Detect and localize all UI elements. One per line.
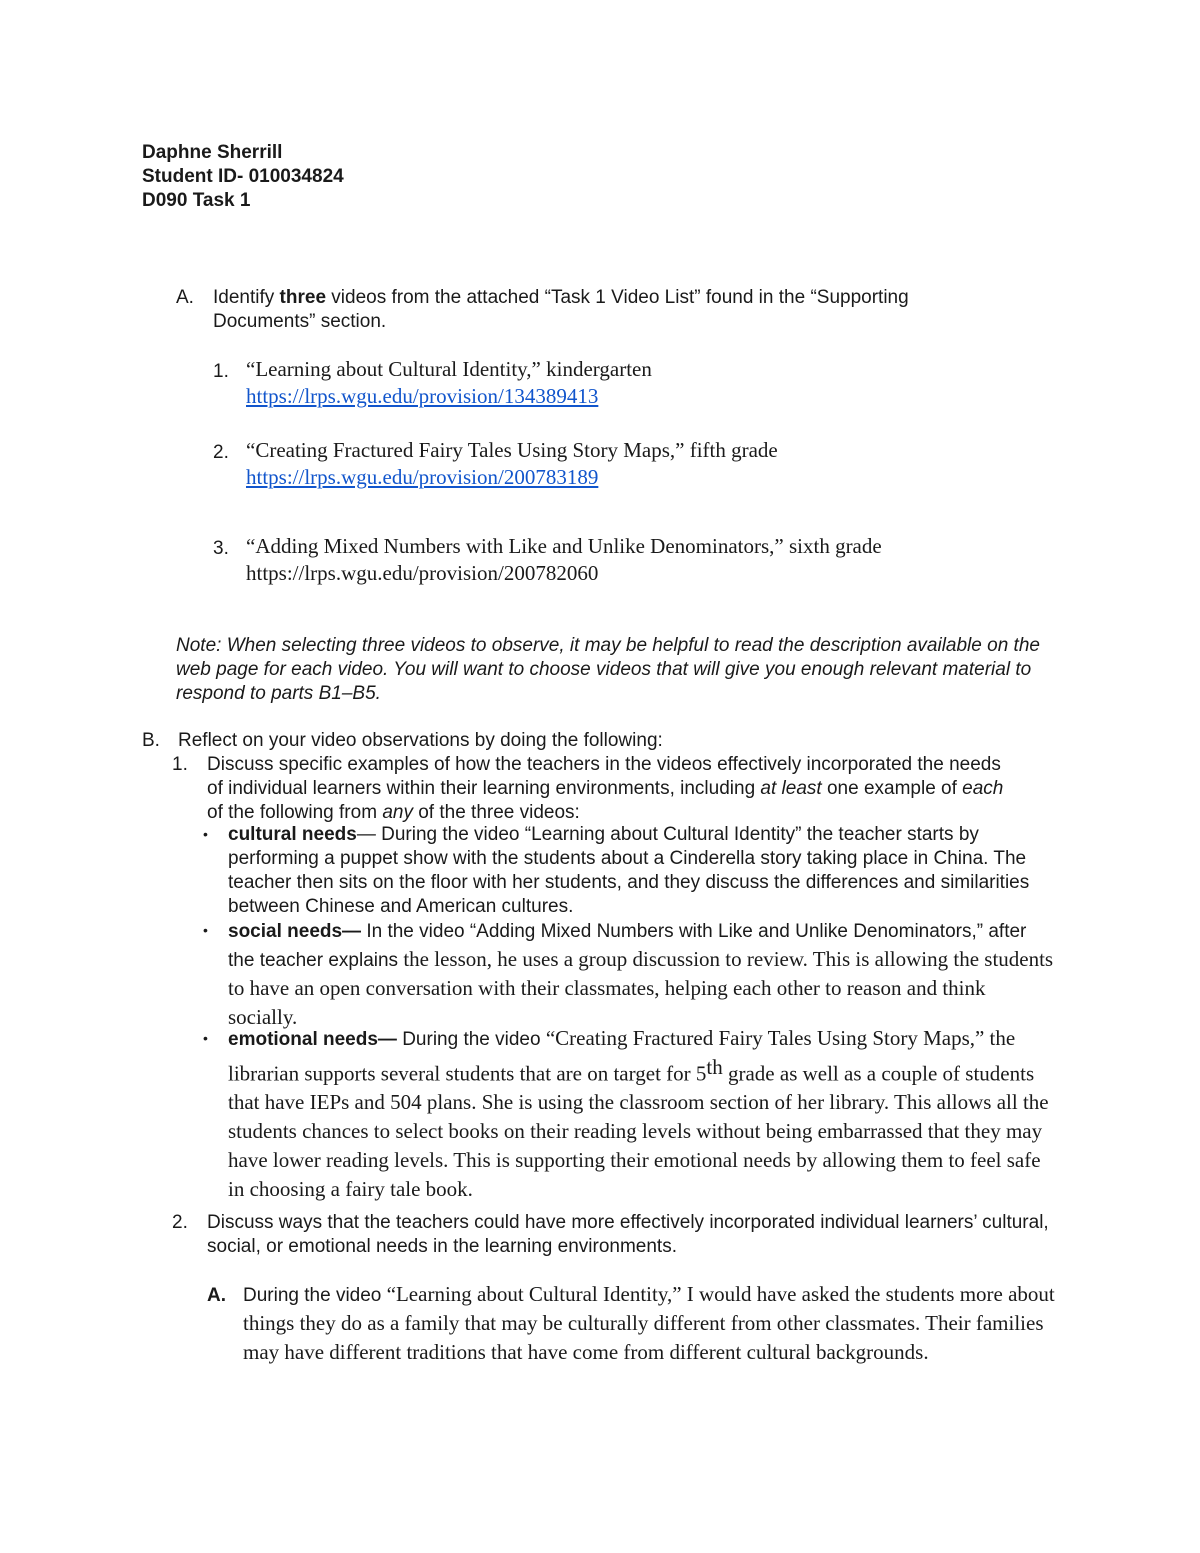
video-1-title: “Learning about Cultural Identity,” kindergarten — [246, 357, 652, 381]
video-2-item — [246, 437, 1046, 491]
b2-prompt: Discuss ways that the teachers could have more effectively incorporated individual learners’ cultural, social, or emotional needs in the learning environments. — [207, 1212, 1049, 1257]
b1-marker: 1. — [172, 754, 188, 775]
video-1-link[interactable]: https://lrps.wgu.edu/provision/134389413 — [246, 384, 599, 408]
video-3-url: https://lrps.wgu.edu/provision/200782060 — [246, 561, 599, 585]
emotional-needs-text-serif-b: grade as well as a couple of students that have IEPs and 504 plans. She is using the classroom section of her library. This allows all the students chances to select books on their reading levels without being embarrassed that they may have lower reading levels. This is supporting their emotional needs by allowing them to feel safe in choosing a fairy tale book. — [228, 1061, 1049, 1202]
video-2-marker: 2. — [213, 442, 229, 463]
emotional-needs-text-sans: During the video — [396, 1029, 546, 1050]
video-2-title: “Creating Fractured Fairy Tales Using Story Maps,” fifth grade — [246, 438, 778, 462]
cultural-needs-dash: — — [356, 824, 376, 845]
video-3-item — [246, 533, 1046, 587]
b1-any: any — [382, 802, 413, 823]
social-needs-text-sans: In the video “Adding Mixed Numbers with Like and Unlike Denominators,” after the teacher explains — [228, 921, 1027, 971]
bullet-emotional-needs — [228, 1025, 1058, 1205]
task-title: D090 Task 1 — [142, 190, 251, 211]
emotional-needs-label: emotional needs— — [228, 1029, 397, 1050]
section-a-text-pre: Identify — [213, 287, 280, 308]
author-name: Daphne Sherrill — [142, 142, 283, 163]
b2-sub-text-serif: “Learning about Cultural Identity,” I would have asked the students more about things they do as a family that may be culturally different from other classmates. Their families may have different traditions that have come from different cultural backgrounds. — [243, 1282, 1055, 1364]
video-2-link[interactable]: https://lrps.wgu.edu/provision/200783189 — [246, 465, 599, 489]
video-1-item — [246, 356, 1046, 410]
video-3-marker: 3. — [213, 538, 229, 559]
social-needs-label: social needs— — [228, 921, 362, 942]
student-id: Student ID- 010034824 — [142, 166, 344, 187]
b1-text-a: Discuss specific examples of how the teachers in the videos effectively incorporated the needs of individual learners within their learning environments, including — [207, 754, 1001, 799]
bullet-dot: • — [203, 826, 208, 842]
b2-sub-marker: A. — [207, 1285, 226, 1306]
bullet-social-needs — [228, 919, 1058, 1033]
b1-at-least: at least — [760, 778, 822, 799]
cultural-needs-label: cultural needs — [228, 824, 357, 845]
section-a-text-post: videos from the attached “Task 1 Video List” found in the “Supporting Documents” section. — [213, 287, 909, 332]
b1-text-b: one example of — [821, 778, 963, 799]
b2-marker: 2. — [172, 1212, 188, 1233]
emotional-needs-text-serif-a: “Creating Fractured Fairy Tales Using Story Maps,” the librarian supports several students that are on target for 5 — [228, 1026, 1016, 1086]
b1-prompt — [207, 753, 1017, 825]
section-a-text-bold: three — [279, 287, 327, 308]
b1-text-d: of the three videos: — [412, 802, 580, 823]
section-b-intro: Reflect on your video observations by doing the following: — [178, 730, 663, 751]
b2-sub-text-sans: During the video — [243, 1285, 387, 1306]
bullet-dot: • — [203, 922, 208, 938]
section-b-marker: B. — [142, 730, 160, 751]
selection-note: Note: When selecting three videos to observe, it may be helpful to read the description available on the web page for each video. You will want to choose videos that will give you enough relevant material to respond to parts B1–B5. — [176, 635, 1040, 704]
cultural-needs-text: During the video “Learning about Cultural Identity” the teacher starts by performing a puppet show with the students about a Cinderella story taking place in China. The teacher then sits on the floor with her students, and they discuss the differences and similarities between Chinese and American cultures. — [228, 824, 1030, 917]
b1-each: each — [962, 778, 1004, 799]
social-needs-text-serif: the lesson, he uses a group discussion to review. This is allowing the students to have an open conversation with their classmates, helping each other to reason and think socially. — [228, 947, 1054, 1029]
b1-text-c: of the following from — [207, 802, 383, 823]
section-a-marker: A. — [176, 287, 194, 308]
section-a-instruction — [213, 286, 1003, 334]
emotional-needs-sup: th — [706, 1055, 723, 1079]
video-1-marker: 1. — [213, 361, 229, 382]
bullet-cultural-needs — [228, 823, 1058, 919]
bullet-dot: • — [203, 1030, 208, 1046]
b2-sub-response — [243, 1281, 1063, 1368]
video-3-title: “Adding Mixed Numbers with Like and Unlike Denominators,” sixth grade — [246, 534, 882, 558]
